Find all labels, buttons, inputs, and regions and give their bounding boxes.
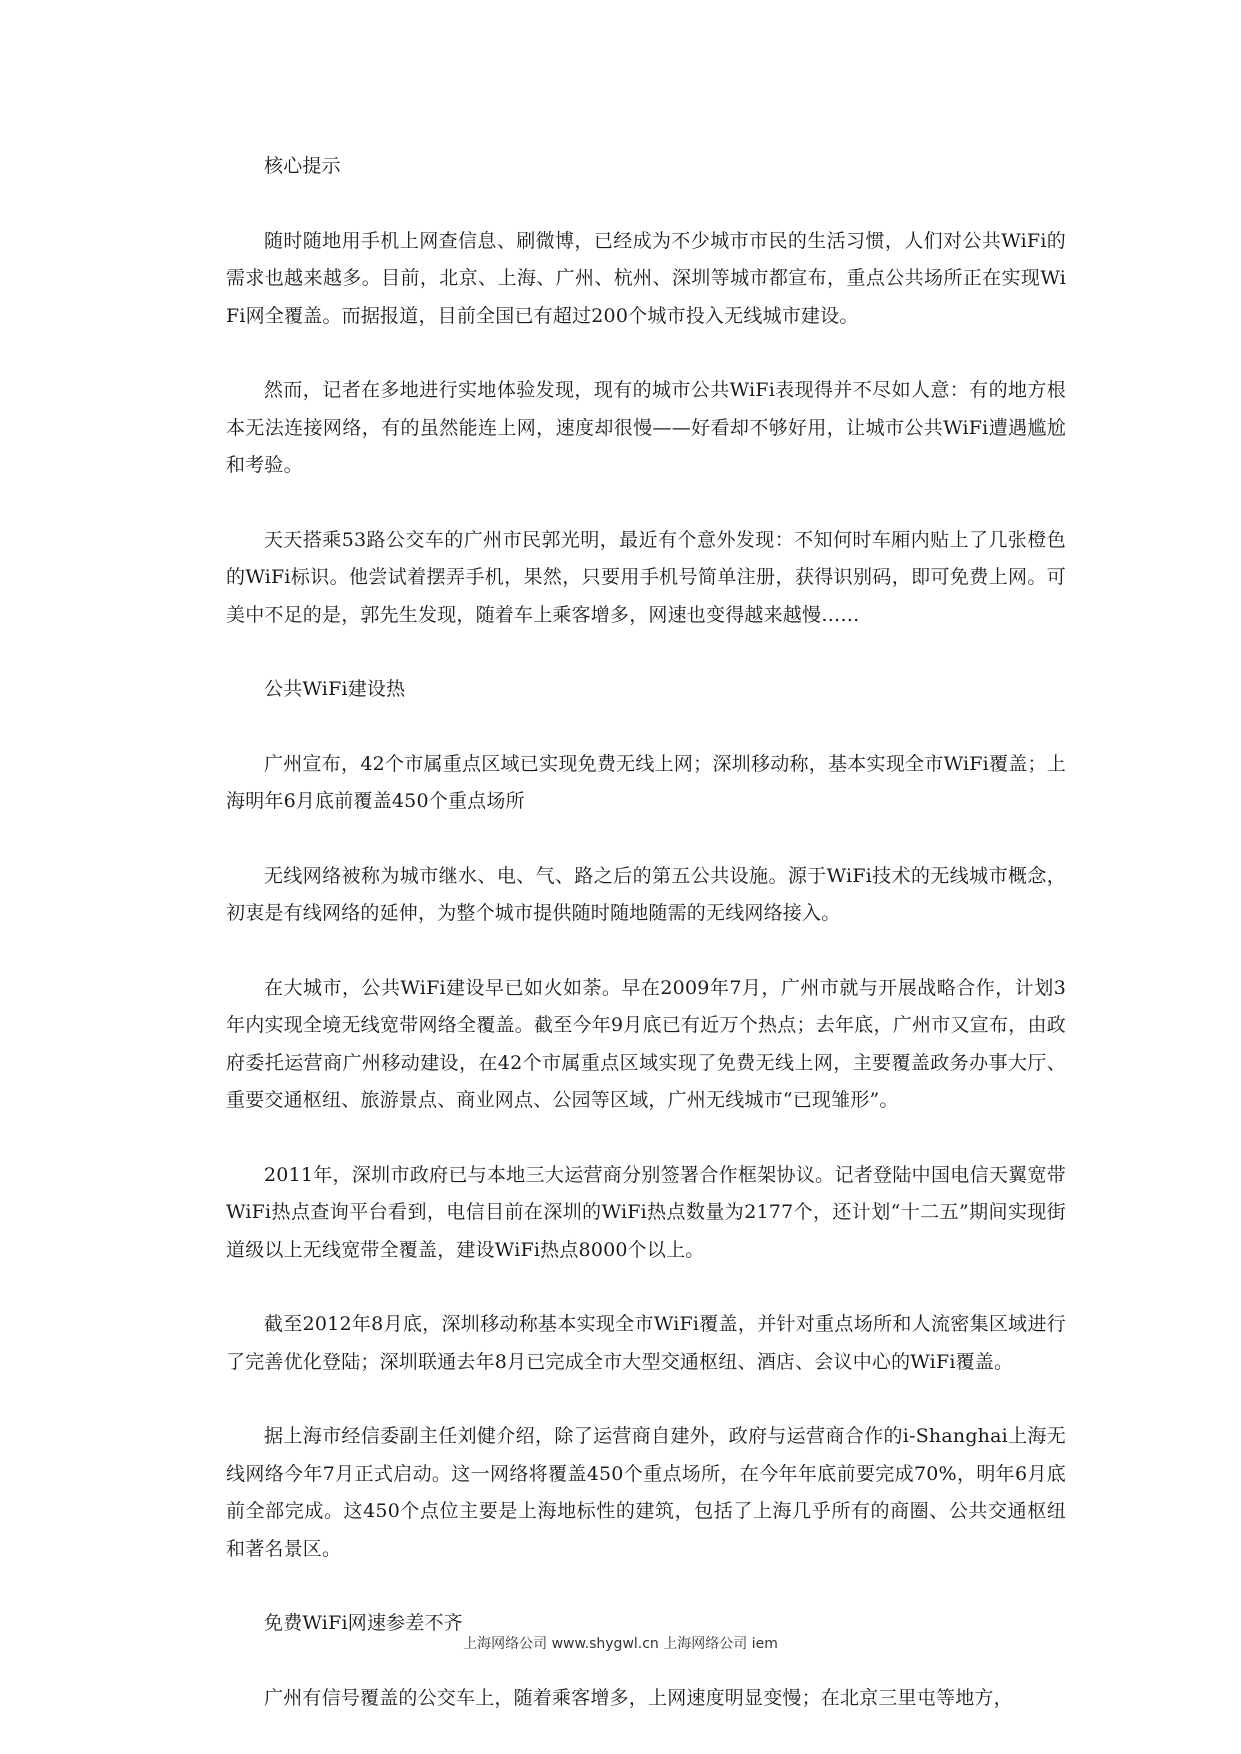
paragraph: 无线网络被称为城市继水、电、气、路之后的第五公共设施。源于WiFi技术的无线城市概念，初衷是有线网络的延伸，为整个城市提供随时随地随需的无线网络接入。 — [226, 864, 1066, 924]
paragraph: 广州有信号覆盖的公交车上，随着乘客增多，上网速度明显变慢；在北京三里屯等地方， — [264, 1686, 1013, 1709]
paragraph: 天天搭乘53路公交车的广州市民郭光明，最近有个意外发现：不知何时车厢内贴上了几张橙色的WiFi标识。他尝试着摆弄手机，果然，只要用手机号简单注册，获得识别码，即可免费上网。可美中不足的是，郭先生发现，随着车上乘客增多，网速也变得越来越慢…… — [226, 528, 1066, 626]
paragraph: 然而，记者在多地进行实地体验发现，现有的城市公共WiFi表现得并不尽如人意：有的地方根本无法连接网络，有的虽然能连上网，速度却很慢——好看却不够好用，让城市公共WiFi遭遇尴尬和考验。 — [226, 379, 1066, 476]
paragraph: 随时随地用手机上网查信息、刷微博，已经成为不少城市市民的生活习惯，人们对公共WiFi的需求也越来越多。目前，北京、上海、广州、杭州、深圳等城市都宣布，重点公共场所正在实现WiFi网全覆盖。而据报道，目前全国已有超过200个城市投入无线城市建设。 — [226, 229, 1066, 327]
paragraph: 在大城市，公共WiFi建设早已如火如荼。早在2009年7月，广州市就与开展战略合作，计划3年内实现全境无线宽带网络全覆盖。截至今年9月底已有近万个热点；去年底，广州市又宣布，由政府委托运营商广州移动建设，在42个市属重点区域实现了免费无线上网，主要覆盖政务办事大厅、重要交通枢纽、旅游景点、商业网点、公园等区域，广州无线城市“已现雏形”。 — [226, 976, 1066, 1111]
paragraph: 据上海市经信委副主任刘健介绍，除了运营商自建外，政府与运营商合作的i-Shanghai上海无线网络今年7月正式启动。这一网络将覆盖450个重点场所，在今年年底前要完成70%，明年6月底前全部完成。这450个点位主要是上海地标性的建筑，包括了上海几乎所有的商圈、公共交通枢纽和著名景区。 — [226, 1425, 1066, 1560]
paragraph: 2011年，深圳市政府已与本地三大运营商分别签署合作框架协议。记者登陆中国电信天翼宽带WiFi热点查询平台看到，电信目前在深圳的WiFi热点数量为2177个，还计划“十二五”期间实现街道级以上无线宽带全覆盖，建设WiFi热点8000个以上。 — [226, 1163, 1066, 1261]
article-body — [226, 148, 1066, 1754]
section-heading-free-wifi-speed: 免费WiFi网速参差不齐 — [264, 1612, 463, 1634]
section-heading-public-wifi: 公共WiFi建设热 — [264, 678, 406, 700]
paragraph: 广州宣布，42个市属重点区域已实现免费无线上网；深圳移动称，基本实现全市WiFi覆盖；上海明年6月底前覆盖450个重点场所 — [226, 752, 1066, 812]
section-heading-core-tips: 核心提示 — [264, 155, 341, 177]
paragraph: 截至2012年8月底，深圳移动称基本实现全市WiFi覆盖，并针对重点场所和人流密集区域进行了完善优化登陆；深圳联通去年8月已完成全市大型交通枢纽、酒店、会议中心的WiFi覆盖。 — [226, 1313, 1066, 1373]
page-footer: 上海网络公司 www.shygwl.cn 上海网络公司 iem — [463, 1636, 778, 1652]
